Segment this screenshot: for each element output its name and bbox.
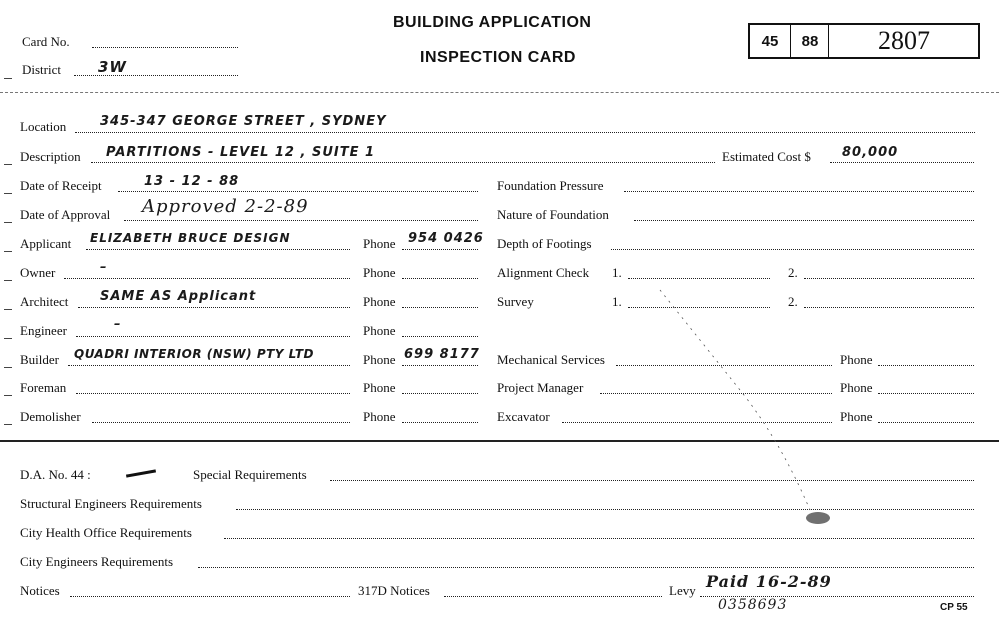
excavator-phone-line [878, 422, 974, 423]
owner-phone-label: Phone [363, 265, 396, 280]
foundation-pressure-line [624, 191, 974, 192]
alignment-line-1 [628, 278, 770, 279]
architect-line [78, 307, 350, 308]
architect-phone-label: Phone [363, 294, 396, 309]
applicant-line [86, 249, 350, 250]
builder-value: QUADRI INTERIOR (NSW) PTY LTD [74, 347, 314, 361]
project-manager-label: Project Manager [497, 380, 584, 395]
survey-num-1: 1. [612, 294, 622, 309]
box-part2: 88 [790, 25, 829, 57]
survey-num-2: 2. [788, 294, 798, 309]
structural-label: Structural Engineers Requirements [20, 496, 202, 511]
applicant-phone-label: Phone [363, 236, 396, 251]
section-divider [0, 440, 999, 442]
applicant-label: Applicant [20, 236, 72, 251]
margin-tick [4, 280, 12, 281]
nature-foundation-label: Nature of Foundation [497, 207, 609, 222]
date-receipt-label: Date of Receipt [20, 178, 102, 193]
date-approval-value: Approved 2-2-89 [142, 196, 309, 217]
builder-phone-value: 699 8177 [404, 347, 480, 362]
demolisher-phone-label: Phone [363, 409, 396, 424]
levy-value: Paid 16-2-89 [706, 572, 832, 591]
notices-317d-label: 317D Notices [358, 583, 430, 598]
description-label: Description [20, 149, 81, 164]
notices-317d-line [444, 596, 662, 597]
alignment-num-1: 1. [612, 265, 622, 280]
nature-foundation-line [634, 220, 974, 221]
form-title: BUILDING APPLICATION [393, 14, 592, 31]
alignment-check-label: Alignment Check [497, 265, 590, 280]
architect-label: Architect [20, 294, 69, 309]
alignment-line-2 [804, 278, 974, 279]
owner-line [64, 278, 350, 279]
card-number-box [748, 23, 980, 59]
foreman-label: Foreman [20, 380, 67, 395]
margin-tick [4, 164, 12, 165]
project-manager-phone-line [878, 393, 974, 394]
architect-value: SAME AS Applicant [100, 289, 257, 304]
structural-line [236, 509, 974, 510]
da-dash-mark [126, 469, 156, 477]
alignment-num-2: 2. [788, 265, 798, 280]
applicant-phone-value: 954 0426 [408, 231, 484, 246]
margin-tick [4, 424, 12, 425]
card-number: 2807 [828, 25, 979, 57]
notices-label: Notices [20, 583, 60, 598]
mechanical-phone-label: Phone [840, 352, 873, 367]
owner-label: Owner [20, 265, 56, 280]
architect-phone-line [402, 307, 478, 308]
location-line [75, 132, 975, 133]
date-approval-line [124, 220, 478, 221]
form-subtitle: INSPECTION CARD [420, 49, 576, 66]
margin-tick [4, 309, 12, 310]
date-receipt-line [118, 191, 478, 192]
engineer-phone-label: Phone [363, 323, 396, 338]
foreman-line [76, 393, 350, 394]
description-value: PARTITIONS - LEVEL 12 , SUITE 1 [106, 145, 376, 160]
owner-phone-line [402, 278, 478, 279]
da-label: D.A. No. 44 : [20, 467, 91, 482]
district-label: District [22, 62, 61, 77]
receipt-number: 0358693 [718, 597, 788, 613]
card-no-line [92, 47, 238, 48]
estimated-cost-label: Estimated Cost $ [722, 149, 811, 164]
foreman-phone-label: Phone [363, 380, 396, 395]
survey-label: Survey [497, 294, 534, 309]
district-value: 3W [98, 58, 127, 76]
engineer-phone-line [402, 336, 478, 337]
city-health-line [224, 538, 974, 539]
excavator-label: Excavator [497, 409, 550, 424]
engineer-line [76, 336, 350, 337]
foundation-pressure-label: Foundation Pressure [497, 178, 604, 193]
date-receipt-value: 13 - 12 - 88 [144, 174, 240, 189]
estimated-cost-line [830, 162, 974, 163]
city-health-label: City Health Office Requirements [20, 525, 192, 540]
margin-tick [4, 338, 12, 339]
owner-value: – [100, 260, 108, 275]
builder-phone-line [402, 365, 478, 366]
levy-label: Levy [669, 583, 696, 598]
city-eng-line [198, 567, 974, 568]
depth-footings-label: Depth of Footings [497, 236, 592, 251]
margin-tick [4, 251, 12, 252]
description-line [91, 162, 715, 163]
margin-tick [4, 367, 12, 368]
box-part1: 45 [761, 32, 779, 50]
excavator-phone-label: Phone [840, 409, 873, 424]
card-no-label: Card No. [22, 34, 70, 49]
mechanical-label: Mechanical Services [497, 352, 605, 367]
engineer-label: Engineer [20, 323, 67, 338]
header-divider [0, 92, 999, 93]
city-eng-label: City Engineers Requirements [20, 554, 174, 569]
margin-tick [4, 193, 12, 194]
date-approval-label: Date of Approval [20, 207, 111, 222]
depth-footings-line [611, 249, 974, 250]
margin-tick [4, 222, 12, 223]
demolisher-phone-line [402, 422, 478, 423]
foreman-phone-line [402, 393, 478, 394]
demolisher-line [92, 422, 350, 423]
notices-line [70, 596, 350, 597]
location-label: Location [20, 119, 67, 134]
estimated-cost-value: 80,000 [842, 145, 899, 160]
demolisher-label: Demolisher [20, 409, 81, 424]
location-value: 345-347 GEORGE STREET , SYDNEY [100, 114, 387, 129]
margin-tick [4, 78, 12, 79]
builder-phone-label: Phone [363, 352, 396, 367]
applicant-phone-line [402, 249, 478, 250]
margin-tick [4, 395, 12, 396]
builder-label: Builder [20, 352, 59, 367]
builder-line [68, 365, 350, 366]
project-manager-phone-label: Phone [840, 380, 873, 395]
special-req-label: Special Requirements [193, 467, 307, 482]
form-code: CP 55 [940, 602, 968, 613]
applicant-value: ELIZABETH BRUCE DESIGN [90, 231, 291, 245]
mechanical-phone-line [878, 365, 974, 366]
engineer-value: – [114, 317, 122, 332]
scan-scratch [640, 280, 840, 540]
